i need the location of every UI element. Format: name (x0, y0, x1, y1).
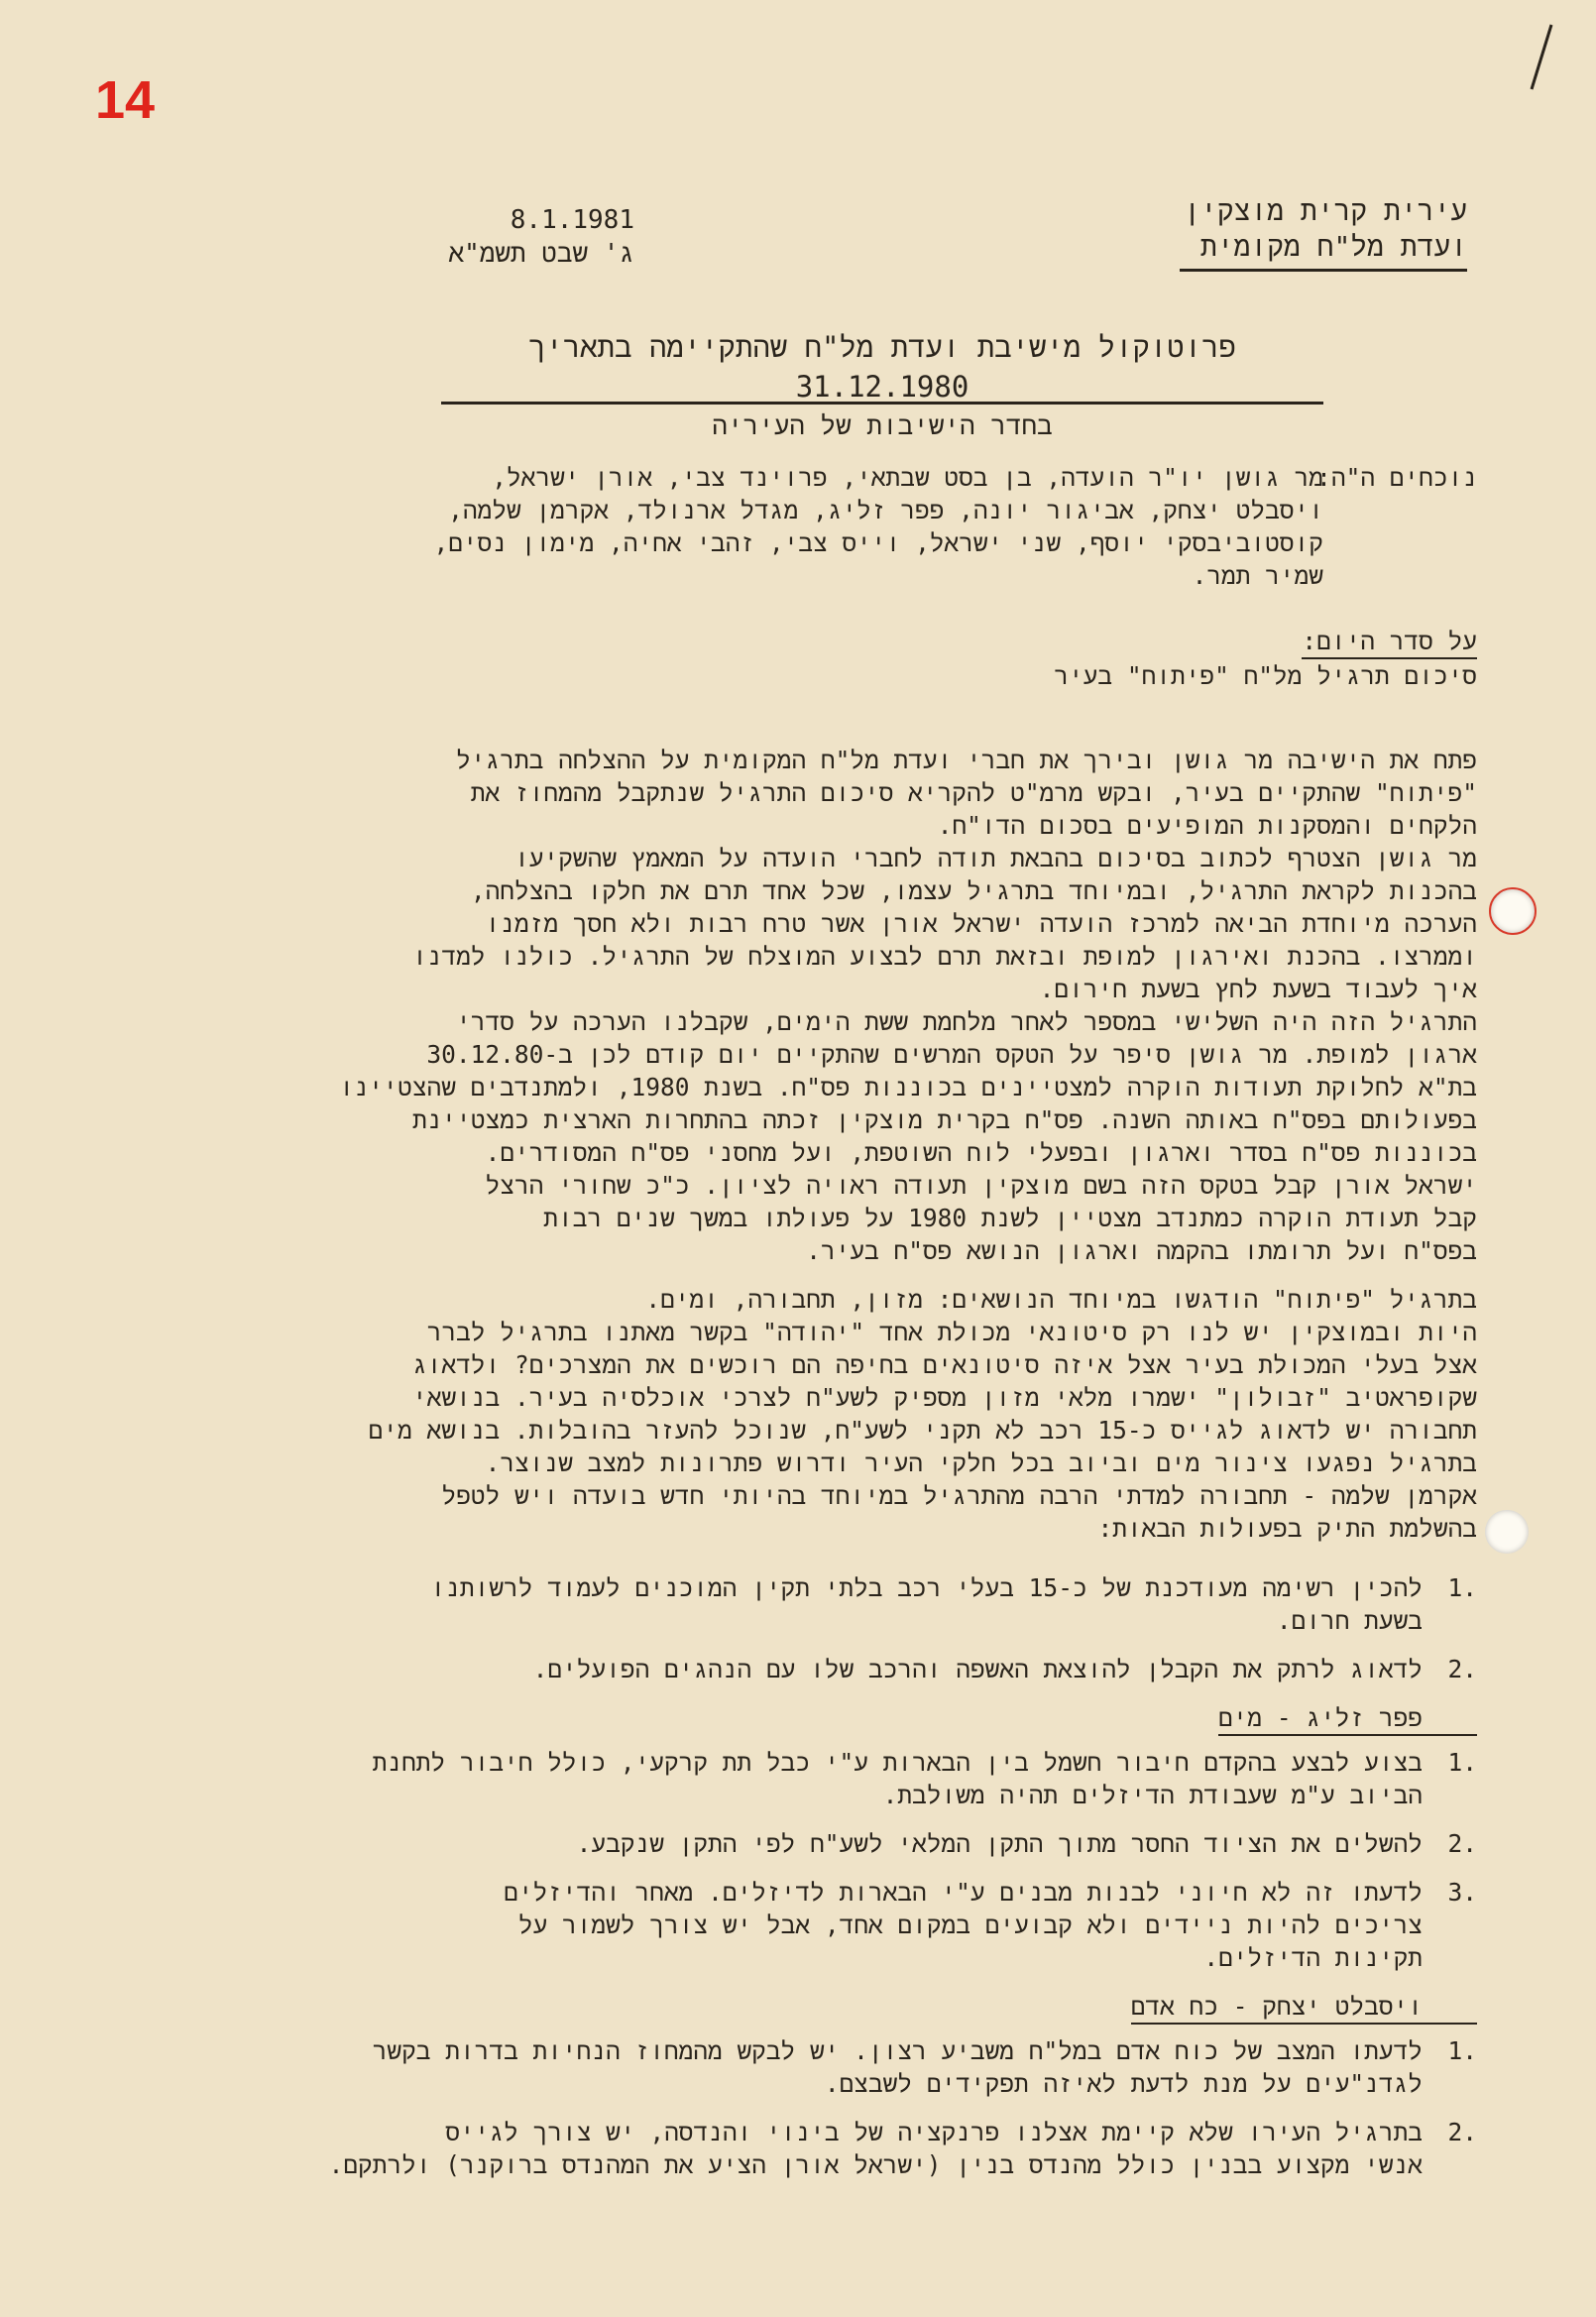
item-number: .1 (1447, 1573, 1477, 1602)
corner-pen-mark (1522, 20, 1561, 99)
section-heading-manpower: ויסבלט יצחק - כח אדם (1131, 1990, 1477, 2025)
title-line-1: פרוטוקול מישיבת ועדת מל"ח שהתקיימה בתאריך 31.12.1980 (528, 330, 1236, 404)
list-item (169, 2034, 1477, 2100)
text-line: בכוננות פס"ח בסדר וארגון ובפעלי לוח השוטפת, ועל מחסני פס"ח המסודרים. (485, 1138, 1477, 1167)
text-line: הביוב ע"מ שעבודת הדיזלים תהיה משולבת. (882, 1781, 1423, 1809)
text-line: בצוע לבצע בהקדם חיבור חשמל בין הבארות ע"י כבל תת קרקעי, כולל חיבור לתחנת (372, 1748, 1423, 1777)
department-name: ועדת מל"ח מקומית (1180, 229, 1467, 272)
text-line: ישראל אורן קבל בטקס הזה בשם מוצקין תעודה ראויה לציון. כ"כ שחורי הרצל (485, 1171, 1477, 1200)
item-number: .2 (1447, 2118, 1477, 2146)
date-gregorian: 8.1.1981 (510, 205, 634, 235)
text-line: הלקחים והמסקנות המופיעים בסכום הדו"ח. (937, 811, 1477, 840)
item-number: .2 (1447, 1829, 1477, 1858)
text-line: התרגיל הזה היה השלישי במספר לאחר מלחמת ששת הימים, שקבלנו הערכה על סדרי (456, 1007, 1477, 1036)
minutes-body (169, 744, 1477, 1545)
list-item (169, 1746, 1477, 1811)
list-item (169, 1876, 1477, 1974)
text-line: הערכה מיוחדת הביאה למרכז הועדה ישראל אורן אשר טרח רבות ולא חסך מזמנו (485, 909, 1477, 938)
action-items (169, 1571, 1477, 2181)
text-line: היות ובמוצקין יש לנו רק סיטונאי מכולת אחד "יהודה" בקשר מאתנו בתרגיל לברר (426, 1318, 1477, 1346)
paragraph-2 (169, 1283, 1477, 1545)
text-line: בפעולותם בפס"ח באותה השנה. פס"ח בקרית מוצקין זכתה בהתחרות הארצית כמצטיינת (412, 1105, 1477, 1134)
attendees-line: מר גושן יו"ר הועדה, בן בסט שבתאי, פרוינד צבי, אורן ישראל, (492, 463, 1323, 492)
list-item (169, 2116, 1477, 2181)
text-line: בהשלמת התיק בפעולות הבאות: (1097, 1514, 1477, 1543)
municipality-name: עירית קרית מוצקין (1184, 194, 1467, 227)
list-item (169, 1827, 1477, 1860)
attendees-section (169, 461, 1477, 592)
item-number: .1 (1447, 2036, 1477, 2065)
text-line: מר גושן הצטרף לכתוב בסיכום בהבאת תודה לחברי הועדה על המאמץ שהשקיעו (514, 844, 1477, 872)
text-line: בשעת חרום. (1276, 1606, 1423, 1635)
text-line: לדעתו המצב של כוח אדם במל"ח משביע רצון. יש לבקש מהמחוז הנחיות בדרות בקשר (372, 2036, 1423, 2065)
punch-hole (1489, 887, 1537, 935)
attendees-line: שמיר תמר. (1192, 561, 1323, 590)
text-line: להכין רשימה מעודכנת של כ-15 בעלי רכב בלתי תקין המוכנים לעמוד לרשותנו (430, 1573, 1423, 1602)
document-title (441, 327, 1323, 446)
punch-hole (1485, 1510, 1529, 1554)
text-line: בתרגיל העירו שלא קיימת אצלנו פרנקציה של בינוי והנדסה, יש צורך לגייס (445, 2118, 1423, 2146)
item-number: .1 (1447, 1748, 1477, 1777)
agenda-section (169, 625, 1477, 692)
text-line: אקרמן שלמה - תחבורה למדתי הרבה מהתרגיל במיוחד בהיותי חדש בועדה ויש לטפל (441, 1481, 1477, 1510)
header-dates (426, 203, 634, 271)
section-heading-water: פפר זליג - מים (1218, 1701, 1477, 1736)
text-line: בתרגיל "פיתוח" הודגשו במיוחד הנושאים: מזון, תחבורה, ומים. (645, 1285, 1477, 1314)
text-line: שקופראטיב "זבולון" ישמרו מלאי מזון מספיק לשע"ח לצרכי אוכלסיה בעיר. בנושאי (412, 1383, 1477, 1412)
text-line: צריכים להיות ניידים ולא קבועים במקום אחד, אבל יש צורך לשמור על (517, 1911, 1423, 1939)
page-number: 14 (95, 70, 156, 130)
text-line: בתרגיל נפגעו צינור מים וביוב בכל חלקי העיר ודרוש פתרונות למצב שנוצר. (485, 1448, 1477, 1477)
text-line: בת"א לחלוקת תעודות הוקרה למצטיינים בכוננות פס"ח. בשנת 1980, ולמתנדבים שהצטיינו (339, 1073, 1477, 1101)
text-line: פתח את הישיבה מר גושן ובירך את חברי ועדת מל"ח המקומית על ההצלחה בתרגיל (456, 746, 1477, 774)
text-line: אצל בעלי המכולת בעיר אצל איזה סיטונאים בחיפה הם רוכשים את המצרכים? ולדאוג (412, 1350, 1477, 1379)
text-line: קבל תעודת הוקרה כמתנדב מצטיין לשנת 1980 על פעולתו במשך שנים רבות (543, 1204, 1477, 1232)
list-item (169, 1653, 1477, 1685)
text-line: וממרצו. בהכנת ואירגון למופת ובזאת תרם לבצוע המוצלח של התרגיל. כולנו למדנו (412, 942, 1477, 971)
text-line: תקינות הדיזלים. (1203, 1943, 1423, 1972)
item-number: .2 (1447, 1655, 1477, 1683)
text-line: בהכנות לקראת התרגיל, ובמיוחד בתרגיל עצמו, שכל אחד תרם את חלקו בהצלחה, (470, 876, 1477, 905)
item-number: .3 (1447, 1878, 1477, 1907)
text-line: לדעתו זה לא חיוני לבנות מבנים ע"י הבארות לדיזלים. מאחר והדיזלים (504, 1878, 1423, 1907)
text-line: "פיתוח" שהתקיים בעיר, ובקש מרמ"ט להקריא סיכום התרגיל שנתקבל מהמחוז את (470, 778, 1477, 807)
attendees-line: ויסבלט יצחק, אביגור יונה, פפר זליג, מגדל ארנולד, אקרמן שלמה, (448, 496, 1323, 524)
title-line-2: בחדר הישיבות של העיריה (712, 411, 1053, 441)
title-underline (441, 402, 1323, 405)
text-line: ארגון למופת. מר גושן סיפר על הטקס המרשים שהתקיים יום קודם לכן ב-30.12.80 (426, 1040, 1477, 1069)
text-line: לגדנ"עים על מנת לדעת לאיזה תפקידים לשבצם. (824, 2069, 1423, 2098)
paragraph-1 (169, 744, 1477, 1267)
attendees-label: נוכחים ה"ה: (1316, 463, 1477, 492)
attendees-line: קוסטוביבסקי יוסף, שני ישראל, וייס צבי, זהבי אחיה, מימון נסים, (433, 528, 1323, 557)
date-hebrew: ג' שבט תשמ"א (448, 239, 634, 269)
text-line: לדאוג לרתק את הקבלן להוצאת האשפה והרכב שלו עם הנהגים הפועלים. (532, 1655, 1423, 1683)
agenda-item: סיכום תרגיל מל"ח "פיתוח" בעיר (1054, 661, 1477, 690)
text-line: להשלים את הציוד החסר מתוך התקן המלאי לשע"ח לפי התקן שנקבע. (576, 1829, 1423, 1858)
text-line: בפס"ח ועל תרומתו בהקמה וארגון הנושא פס"ח בעיר. (806, 1236, 1477, 1265)
letterhead (1180, 193, 1467, 272)
text-line: איך לעבוד בשעת לחץ בשעת חירום. (1039, 975, 1477, 1003)
agenda-heading: על סדר היום: (1302, 625, 1477, 659)
list-item (169, 1571, 1477, 1637)
text-line: אנשי מקצוע בבנין כולל מהנדס בנין (ישראל אורן הציע את המהנדס ברוקנר) ולרתקם. (328, 2150, 1423, 2179)
text-line: תחבורה יש לדאוג לגייס כ-15 רכב לא תקני לשע"ח, שנוכל להעזר בהובלות. בנושא מים (368, 1416, 1477, 1445)
